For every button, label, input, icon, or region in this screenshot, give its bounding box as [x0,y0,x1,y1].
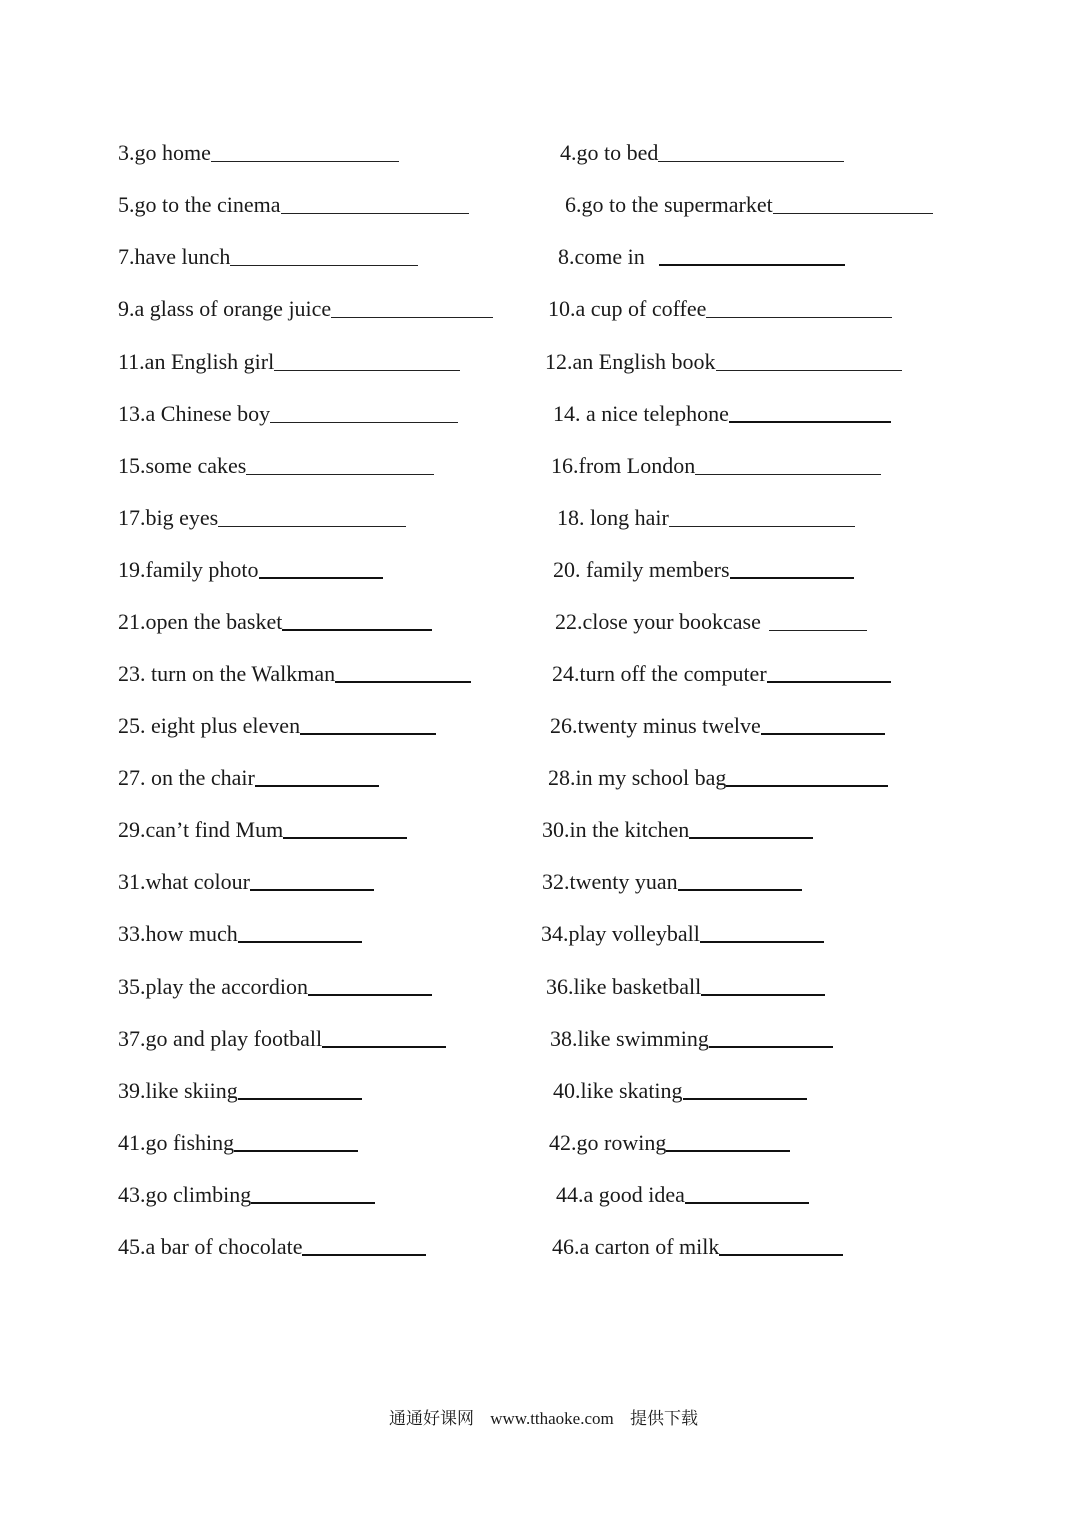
exercise-item [541,919,824,949]
answer-blank[interactable] [250,888,374,891]
phrase-text: 35.play the accordion [118,974,308,999]
exercise-item [557,503,855,533]
page-footer [0,1407,1087,1431]
exercise-row [0,711,1087,751]
exercise-row [0,399,1087,439]
exercise-item [549,1128,790,1158]
exercise-item [118,711,436,741]
phrase-text: 45.a bar of chocolate [118,1234,303,1259]
exercise-item [552,659,891,689]
answer-blank[interactable] [218,525,406,527]
phrase-text: 22.close your bookcase [555,609,761,634]
answer-blank[interactable] [238,1097,362,1100]
phrase-text: 24.turn off the computer [552,661,767,686]
answer-blank[interactable] [331,316,493,318]
exercise-row [0,555,1087,595]
answer-blank[interactable] [281,212,469,214]
phrase-text: 21.open the basket [118,609,283,634]
exercise-item [550,1024,833,1054]
exercise-row [0,242,1087,282]
phrase-text: 18. long hair [557,505,669,530]
phrase-text: 39.like skiing [118,1078,238,1103]
exercise-row [0,1128,1087,1168]
answer-blank[interactable] [761,732,885,735]
exercise-item [118,555,383,585]
answer-blank[interactable] [302,1253,426,1256]
exercise-item [118,242,418,272]
answer-blank[interactable] [726,784,888,787]
footer-tail: 提供下载 [630,1409,699,1428]
exercise-row [0,972,1087,1012]
exercise-item [550,711,885,741]
phrase-text: 5.go to the cinema [118,192,281,217]
exercise-item [553,399,891,429]
exercise-item [542,867,802,897]
phrase-text: 12.an English book [545,349,716,374]
answer-blank[interactable] [678,888,802,891]
exercise-item [548,294,892,324]
exercise-item [555,607,867,637]
answer-blank[interactable] [689,836,813,839]
phrase-text: 38.like swimming [550,1026,709,1051]
phrase-text: 29.can’t find Mum [118,817,284,842]
exercise-row [0,1024,1087,1064]
exercise-item [118,972,432,1002]
phrase-text: 9.a glass of orange juice [118,296,332,321]
exercise-row [0,190,1087,230]
exercise-row [0,1076,1087,1116]
exercise-item [546,972,825,1002]
answer-blank[interactable] [716,369,902,371]
exercise-item [118,919,362,949]
phrase-text: 46.a carton of milk [552,1234,720,1259]
exercise-row [0,659,1087,699]
exercise-row [0,1180,1087,1220]
answer-blank[interactable] [234,1149,358,1152]
exercise-item [118,1076,362,1106]
exercise-row [0,763,1087,803]
answer-blank[interactable] [719,1253,843,1256]
exercise-item [118,763,379,793]
exercise-item [118,1024,446,1054]
answer-blank[interactable] [322,1045,446,1048]
exercise-item [551,451,881,481]
answer-blank[interactable] [706,316,892,318]
answer-blank[interactable] [695,473,881,475]
exercise-item [560,138,844,168]
phrase-text: 6.go to the supermarket [565,192,773,217]
phrase-text: 31.what colour [118,869,250,894]
exercise-row [0,138,1087,178]
answer-blank[interactable] [773,212,933,214]
exercise-item [545,347,902,377]
phrase-text: 25. eight plus eleven [118,713,301,738]
exercise-item [542,815,813,845]
exercise-row [0,503,1087,543]
phrase-text: 27. on the chair [118,765,255,790]
answer-blank[interactable] [270,421,458,423]
exercise-row [0,607,1087,647]
answer-blank[interactable] [300,732,436,735]
exercise-row [0,451,1087,491]
phrase-text: 20. family members [553,557,730,582]
phrase-text: 13.a Chinese boy [118,401,271,426]
phrase-text: 8.come in [558,244,645,269]
footer-url[interactable]: www.tthaoke.com [490,1409,614,1428]
answer-blank[interactable] [666,1149,790,1152]
exercise-row [0,347,1087,387]
exercise-item [118,138,399,168]
exercise-item [556,1180,809,1210]
answer-blank[interactable] [700,940,824,943]
answer-blank[interactable] [659,263,845,266]
exercise-item [548,763,888,793]
answer-blank[interactable] [730,576,854,579]
exercise-item [553,555,854,585]
footer-site-name: 通通好课网 [388,1409,474,1428]
answer-blank[interactable] [274,369,460,371]
phrase-text: 3.go home [118,140,211,165]
phrase-text: 15.some cakes [118,453,247,478]
answer-blank[interactable] [282,628,432,631]
answer-blank[interactable] [246,473,434,475]
phrase-text: 4.go to bed [560,140,659,165]
answer-blank[interactable] [685,1201,809,1204]
phrase-text: 17.big eyes [118,505,219,530]
exercise-item [118,1180,375,1210]
phrase-text: 19.family photo [118,557,259,582]
exercise-item [118,451,434,481]
exercise-item [118,815,407,845]
phrase-text: 28.in my school bag [548,765,727,790]
phrase-text: 41.go fishing [118,1130,235,1155]
exercise-row [0,294,1087,334]
phrase-text: 16.from London [551,453,696,478]
answer-blank[interactable] [255,784,379,787]
answer-blank[interactable] [658,160,844,162]
answer-blank[interactable] [709,1045,833,1048]
exercise-item [118,867,374,897]
answer-blank[interactable] [769,629,867,631]
answer-blank[interactable] [308,993,432,996]
answer-blank[interactable] [238,940,362,943]
exercise-item [118,399,458,429]
answer-blank[interactable] [701,993,825,996]
phrase-text: 42.go rowing [549,1130,667,1155]
exercise-row [0,919,1087,959]
phrase-text: 11.an English girl [118,349,275,374]
exercise-row [0,1232,1087,1272]
phrase-text: 14. a nice telephone [553,401,729,426]
phrase-text: 36.like basketball [546,974,702,999]
exercise-item [552,1232,843,1262]
answer-blank[interactable] [259,576,383,579]
answer-blank[interactable] [767,680,891,683]
phrase-text: 7.have lunch [118,244,231,269]
phrase-text: 37.go and play football [118,1026,323,1051]
exercise-item [118,294,493,324]
phrase-text: 33.how much [118,921,238,946]
exercise-item [118,190,469,220]
phrase-text: 26.twenty minus twelve [550,713,761,738]
answer-blank[interactable] [729,420,891,423]
phrase-text: 10.a cup of coffee [548,296,707,321]
answer-blank[interactable] [683,1097,807,1100]
exercise-row [0,815,1087,855]
exercise-item [553,1076,807,1106]
answer-blank[interactable] [230,264,418,266]
phrase-text: 44.a good idea [556,1182,685,1207]
phrase-text: 32.twenty yuan [542,869,678,894]
phrase-text: 23. turn on the Walkman [118,661,336,686]
answer-blank[interactable] [283,836,407,839]
answer-blank[interactable] [669,525,855,527]
exercise-item [565,190,933,220]
exercise-item [118,607,432,637]
phrase-text: 30.in the kitchen [542,817,690,842]
phrase-text: 43.go climbing [118,1182,252,1207]
exercise-item [118,659,471,689]
answer-blank[interactable] [211,160,399,162]
answer-blank[interactable] [335,680,471,683]
answer-blank[interactable] [251,1201,375,1204]
exercise-item [118,347,460,377]
phrase-text: 34.play volleyball [541,921,700,946]
exercise-item [558,242,845,272]
exercise-row [0,867,1087,907]
exercise-item [118,503,406,533]
exercise-item [118,1232,426,1262]
exercise-item [118,1128,358,1158]
phrase-text: 40.like skating [553,1078,683,1103]
